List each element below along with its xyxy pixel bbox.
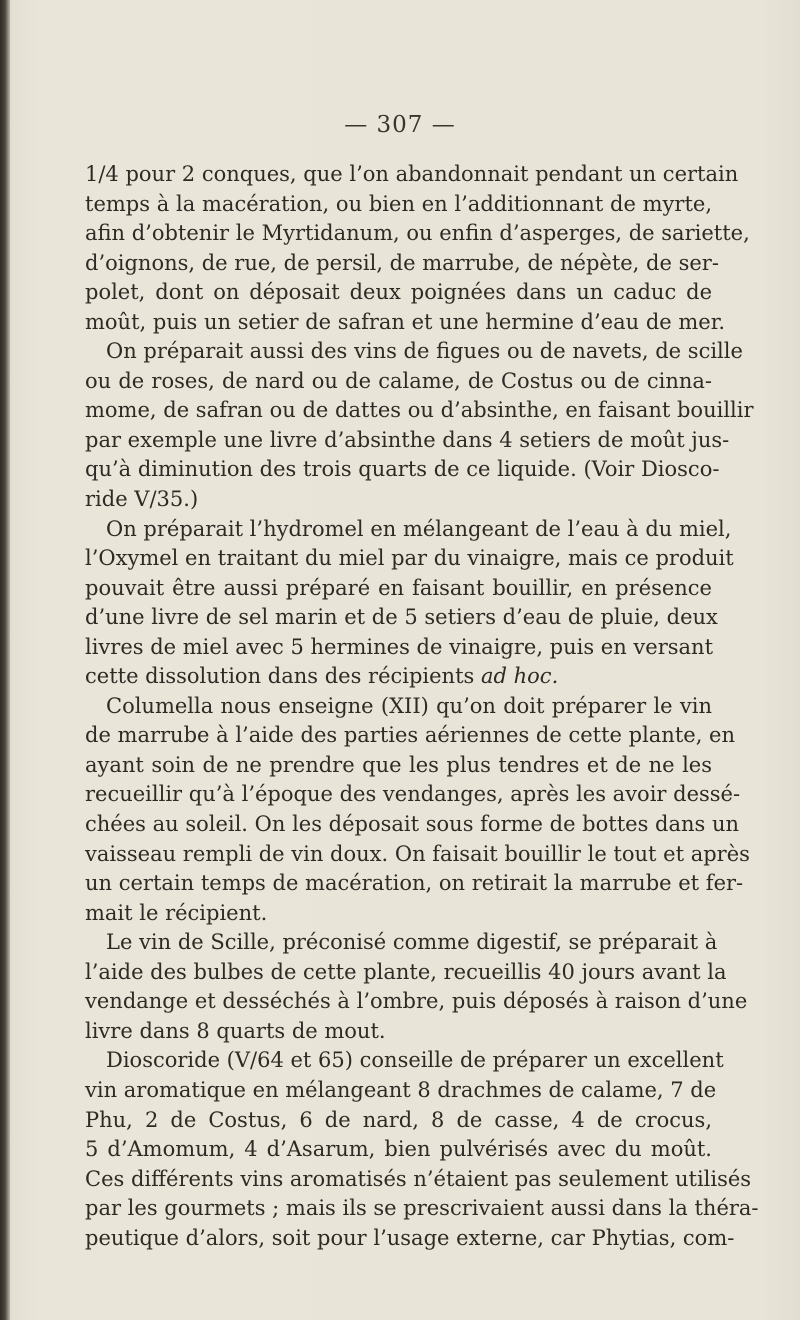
text-line [85,1076,717,1106]
text-line [85,485,712,515]
text-line [85,190,712,220]
text-line [85,1135,712,1165]
text-line [85,574,712,604]
book-spine-shadow [0,0,10,1320]
text-line-content: Columella nous enseigne (XII) qu’on doit préparer le vin [106,693,712,718]
text-line-content: On préparait aussi des vins de figues ou de navets, de scille [106,339,743,364]
text-line [85,278,712,308]
text-line-content: vin aromatique en mélangeant 8 drachmes de calame, 7 de [85,1077,717,1102]
text-line [85,662,712,692]
text-line [85,721,736,751]
text-line [85,603,718,633]
text-line [85,249,719,279]
text-line-content: On préparait l’hydromel en mélangeant de l’eau à du miel, [106,516,732,541]
text-line [85,367,712,397]
text-line-content: recueillir qu’à l’époque des vendanges, après les avoir dessé- [85,782,741,807]
text-line [85,958,727,988]
text-line-content: par exemple une livre d’absinthe dans 4 setiers de moût jus- [85,427,730,452]
text-line [85,515,732,545]
text-line [85,780,741,810]
text-line-content: chées au soleil. On les déposait sous forme de bottes dans un [85,812,740,837]
text-line-content: d’oignons, de rue, de persil, de marrube, de népète, de ser- [85,250,719,275]
text-line [85,1106,712,1136]
text-line-content: cette dissolution dans des récipients [85,664,475,689]
text-line-content: moût, puis un setier de safran et une hermine d’eau de mer. [85,309,726,334]
text-line [85,544,734,574]
text-line-content: de marrube à l’aide des parties aériennes de cette plante, en [85,723,736,748]
text-line-content: qu’à diminution des trois quarts de ce liquide. (Voir Diosco- [85,457,720,482]
text-line-content: temps à la macération, ou bien en l’additionnant de myrte, [85,191,712,216]
text-line-content: mait le récipient. [85,900,268,925]
text-line-content: Ces différents vins aromatisés n’étaient pas seulement utilisés [85,1166,752,1191]
text-line [85,1046,724,1076]
text-line [85,455,720,485]
text-line-content: livre dans 8 quarts de mout. [85,1018,386,1043]
text-line-content: par les gourmets ; mais ils se prescrivaient aussi dans la théra- [85,1196,759,1221]
text-line-content: un certain temps de macération, on retirait la marrube et fer- [85,871,744,896]
text-line [85,160,739,190]
text-line [85,869,744,899]
text-line-content: 5 d’Amomum, 4 d’Asarum, bien pulvérisés avec du moût. [85,1137,712,1162]
text-line-content: ou de roses, de nard ou de calame, de Costus ou de cinna- [85,368,712,393]
text-line-content: Dioscoride (V/64 et 65) conseille de préparer un excellent [106,1048,724,1073]
body-text [85,160,759,1253]
italic-phrase: ad hoc. [481,664,559,689]
text-line [85,308,726,338]
text-line-content: 1/4 pour 2 conques, que l’on abandonnait pendant un certain [85,162,739,186]
text-line-content: Le vin de Scille, préconisé comme digestif, se préparait à [106,930,718,955]
text-line [85,1165,752,1195]
text-line [85,633,712,663]
text-line-content: ayant soin de ne prendre que les plus tendres et de ne les [85,752,712,777]
text-line [85,337,743,367]
text-line [85,810,740,840]
text-line-content: mome, de safran ou de dattes ou d’absinthe, en faisant bouillir [85,398,754,423]
text-line-content: afin d’obtenir le Myrtidanum, ou enfin d’asperges, de sariette, [85,221,750,246]
text-line [85,1224,735,1254]
text-line-content: peutique d’alors, soit pour l’usage externe, car Phytias, com- [85,1225,735,1250]
text-line-content: vendange et desséchés à l’ombre, puis déposés à raison d’une [85,989,748,1014]
text-line [85,928,718,958]
text-line [85,692,712,722]
text-line [85,987,748,1017]
text-line-content: l’aide des bulbes de cette plante, recueillis 40 jours avant la [85,959,727,984]
text-line [85,840,750,870]
text-line-content: Phu, 2 de Costus, 6 de nard, 8 de casse, 4 de crocus, [85,1107,712,1132]
text-line [85,219,750,249]
text-line [85,426,730,456]
text-line-content: polet, dont on déposait deux poignées dans un caduc de [85,280,712,305]
text-line-content: d’une livre de sel marin et de 5 setiers d’eau de pluie, deux [85,605,718,630]
text-line [85,751,712,781]
text-line [85,1194,759,1224]
text-line-content: l’Oxymel en traitant du miel par du vinaigre, mais ce produit [85,546,734,571]
text-line [85,396,754,426]
text-line-content: livres de miel avec 5 hermines de vinaigre, puis en versant [85,634,714,659]
text-line-content: vaisseau rempli de vin doux. On faisait bouillir le tout et après [85,841,750,866]
text-line-content: ride V/35.) [85,487,199,512]
page-number: — 307 — [344,112,456,138]
text-line [85,1017,712,1047]
text-line [85,899,712,929]
text-line-content: pouvait être aussi préparé en faisant bouillir, en présence [85,575,712,600]
